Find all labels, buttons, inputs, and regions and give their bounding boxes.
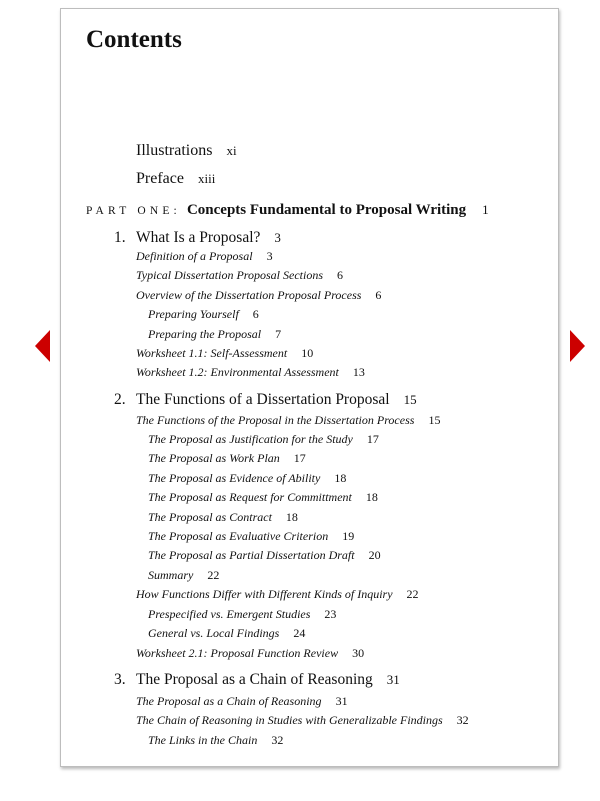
toc-entry[interactable]: Typical Dissertation Proposal Sections 6 <box>136 268 343 282</box>
toc-entry[interactable]: Overview of the Dissertation Proposal Process 6 <box>136 288 382 302</box>
toc-entry[interactable]: The Functions of the Proposal in the Dissertation Process 15 <box>136 413 441 427</box>
toc-subentry[interactable]: Preparing Yourself 6 <box>148 307 259 321</box>
chapter-title: What Is a Proposal? <box>136 229 261 246</box>
toc-entry[interactable]: The Proposal as a Chain of Reasoning 31 <box>136 694 348 708</box>
toc-subentry[interactable]: Preparing the Proposal 7 <box>148 327 282 341</box>
toc-subentry[interactable]: General vs. Local Findings 24 <box>148 626 306 640</box>
toc-entry-label: Illustrations <box>136 142 213 159</box>
toc-subentry[interactable]: The Links in the Chain 32 <box>148 733 284 747</box>
toc-page-number: 3 <box>274 230 281 245</box>
toc-entry[interactable]: Definition of a Proposal 3 <box>136 249 273 263</box>
contents-page <box>60 8 559 767</box>
toc-subentry[interactable]: The Proposal as Evidence of Ability 18 <box>148 471 347 485</box>
previous-page-arrow-icon[interactable] <box>35 330 50 362</box>
toc-part-one[interactable] <box>86 201 489 219</box>
chapter-title: The Functions of a Dissertation Proposal <box>136 391 390 408</box>
toc-entry[interactable]: How Functions Differ with Different Kinds of Inquiry 22 <box>136 587 419 601</box>
toc-subentry[interactable]: The Proposal as Evaluative Criterion 19 <box>148 529 355 543</box>
next-page-arrow-icon[interactable] <box>570 330 585 362</box>
part-title: Concepts Fundamental to Proposal Writing <box>186 202 467 218</box>
toc-entry-label: Preface <box>136 170 184 187</box>
toc-subentry[interactable]: The Proposal as Request for Committment 18 <box>148 490 378 504</box>
toc-page-number: 31 <box>386 672 400 687</box>
toc-subentry[interactable]: Prespecified vs. Emergent Studies 23 <box>148 607 337 621</box>
chapter-number: 2. <box>114 391 126 408</box>
page-title: Contents <box>86 26 182 53</box>
toc-subentry[interactable]: The Proposal as Work Plan 17 <box>148 451 306 465</box>
toc-front-matter-preface[interactable] <box>136 170 215 188</box>
toc-subentry[interactable]: The Proposal as Contract 18 <box>148 510 298 524</box>
chapter-number: 3. <box>114 671 126 688</box>
toc-page-number: 1 <box>482 202 489 217</box>
toc-entry[interactable]: Worksheet 1.1: Self-Assessment 10 <box>136 346 314 360</box>
chapter-title: The Proposal as a Chain of Reasoning <box>136 671 373 688</box>
toc-front-matter-illustrations[interactable] <box>136 142 237 160</box>
toc-page-number: xi <box>226 143 237 158</box>
toc-entry[interactable]: The Chain of Reasoning in Studies with Generalizable Findings 32 <box>136 713 469 727</box>
toc-subentry[interactable]: The Proposal as Justification for the Study 17 <box>148 432 379 446</box>
toc-entry[interactable]: Worksheet 1.2: Environmental Assessment 13 <box>136 365 365 379</box>
toc-page-number: 15 <box>403 392 417 407</box>
toc-chapter-2[interactable] <box>114 391 417 409</box>
toc-chapter-1[interactable] <box>114 229 281 247</box>
chapter-number: 1. <box>114 229 126 246</box>
toc-page-number: xiii <box>197 171 216 186</box>
toc-chapter-3[interactable] <box>114 671 400 689</box>
toc-entry[interactable]: Worksheet 2.1: Proposal Function Review 30 <box>136 646 365 660</box>
toc-subentry[interactable]: The Proposal as Partial Dissertation Draft 20 <box>148 548 381 562</box>
part-label: PART ONE: <box>86 205 181 217</box>
toc-subentry[interactable]: Summary 22 <box>148 568 220 582</box>
